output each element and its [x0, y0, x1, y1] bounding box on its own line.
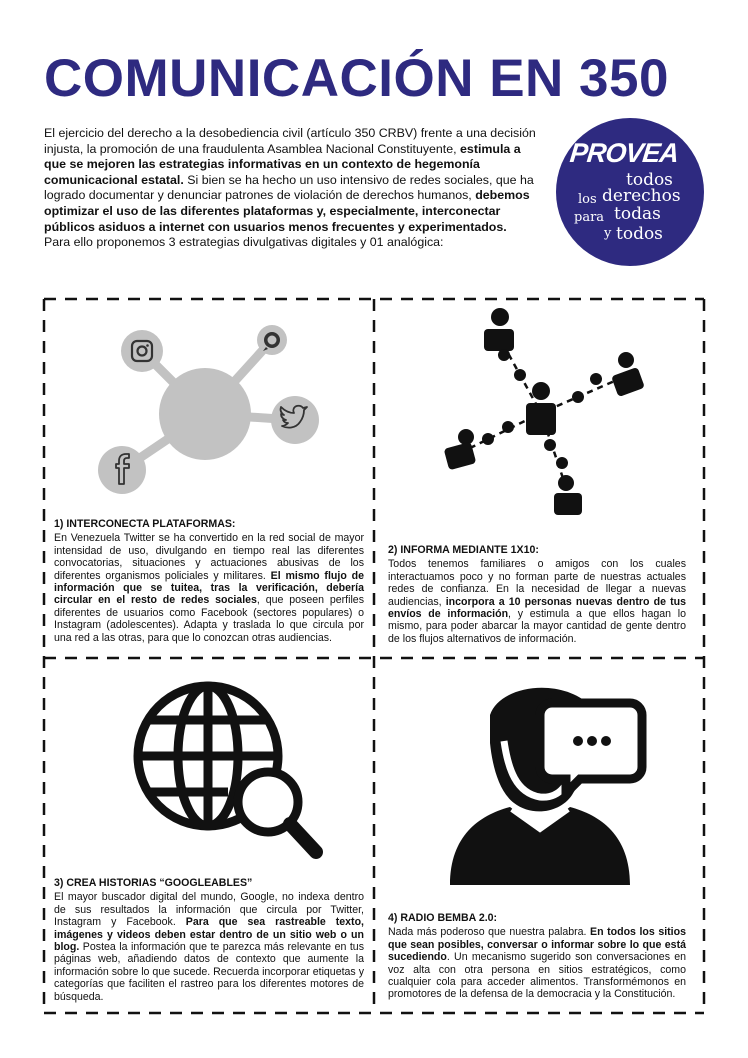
hub-circle [159, 368, 251, 460]
social-hub-illustration [90, 318, 340, 498]
intro-text: El ejercicio del derecho a la desobediencia civil (artículo 350 CRBV) frente a una decisión injusta, la promoción de una fraudulenta Asamblea Nacional Constituyente, estimula a que se mejoren las estrategias informativas en un contexto de hegemonía comunicacional estatal. Si bien se ha hecho un uso intensivo de redes sociales, que ha logrado documentar y denunciar patrones de violación de derechos humanos, debemos optimizar el uso de las diferentes plataformas y, especialmente, interconectar públicos asiduos a internet con usuarios menos frecuentes y experimentados. Para ello proponemos 3 estrategias divulgativas digitales y 01 analógica: [44, 126, 536, 250]
panel-3-title: 3) CREA HISTORIAS “GOOGLEABLES” [54, 877, 253, 889]
panel-4-text: 4) RADIO BEMBA 2.0: Nada más poderoso que nuestra palabra. En todos los sitios que sean posibles, conversar o informar sobre lo que está sucediendo. Un mecanismo sugerido son conversaciones en voz alta con otra persona en sitios estratégicos, como cualquier cola para acceder alimentos. Transformémonos en promotores de la defensa de la democracia y la Constitución. [388, 912, 686, 1001]
whatsapp-icon [257, 325, 287, 355]
globe-search-icon [120, 676, 330, 866]
panel-4-title: 4) RADIO BEMBA 2.0: [388, 912, 498, 924]
panel-2-title: 2) INFORMA MEDIANTE 1X10: [388, 544, 539, 556]
facebook-icon [98, 446, 146, 494]
instagram-icon [121, 330, 163, 372]
panel-1-text: 1) INTERCONECTA PLATAFORMAS: En Venezuela Twitter se ha convertido en la red social de mayor intensidad de uso, divulgando en tiempo real las diferentes convocatorias, situaciones y actuaciones abusivas de los diferentes organismos policiales y militares. El mismo flujo de información que se tuitea, tras la verificación, debería circular en el resto de redes sociales, que poseen perfiles diferentes de usuarios como Facebook (sectores populares) o Instagram (adolescentes). Adapta y traslada lo que circula por una red a las otras, para que lo conozcan otras audiencias. [54, 518, 364, 644]
panel-1-title: 1) INTERCONECTA PLATAFORMAS: [54, 518, 236, 530]
people-network-icon [438, 305, 668, 525]
person-speech-icon [450, 675, 650, 890]
panel-3-text: 3) CREA HISTORIAS “GOOGLEABLES” El mayor buscador digital del mundo, Google, no indexa dentro de sus resultados la información que circula por Twitter, Instagram y Facebook. Para que sea rastreable texto, imágenes y videos deben estar dentro de un sitio web o un blog. Postea la información que te parezca más relevante en tus páginas web, añadiendo datos de contexto que aumente la información sobre lo que sucede. Recuerda incorporar etiquetas y categorías que faciliten el rastreo para los diferentes motores de búsqueda. [54, 877, 364, 1003]
panel-2-text: 2) INFORMA MEDIANTE 1X10: Todos tenemos familiares o amigos con los cuales interactuamos poco y no forman parte de nuestras actuales redes de confianza. En la necesidad de llegar a nuevas audiencias, incorpora a 10 personas nuevas dentro de tus envíos de información, y estimula a que ellos hagan lo mismo, para poder abarcar la mayor cantidad de gente dentro de los flujos alternativos de información. [388, 544, 686, 645]
speech-bubble-icon [540, 703, 642, 793]
page-title: COMUNICACIÓN EN 350 [44, 49, 669, 108]
twitter-icon [271, 396, 319, 444]
provea-logo: PROVEA todos los derechos para todas y todos [556, 118, 704, 266]
